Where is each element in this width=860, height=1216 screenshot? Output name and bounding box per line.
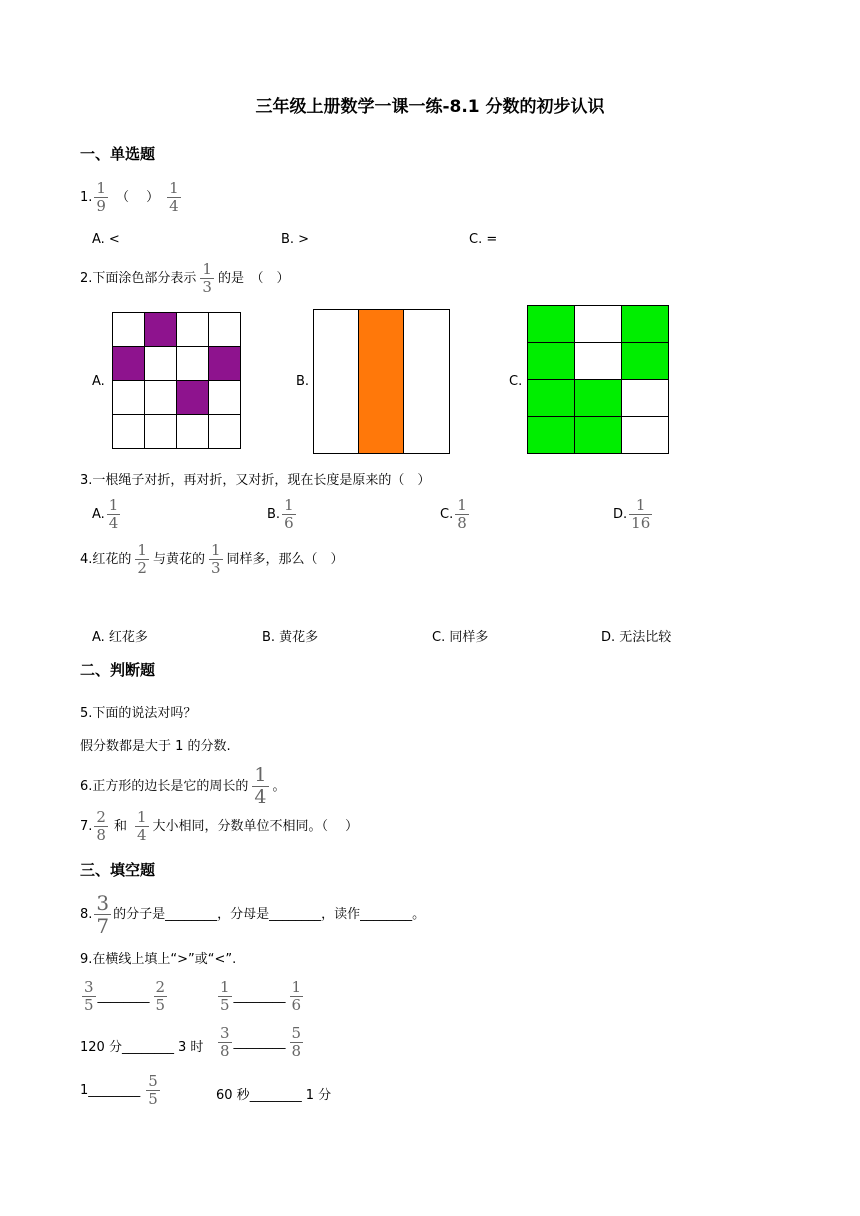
fraction: $\frac{1}{8}$ — [457, 496, 467, 532]
bar-cell-shaded — [359, 310, 404, 454]
question-6: 6.正方形的边长是它的周长的 $\frac{1}{4}$ 。 — [80, 764, 286, 808]
grid-cell — [145, 381, 177, 415]
grid-cell-shaded — [528, 343, 575, 380]
question-2 — [80, 262, 289, 295]
grid-cell-shaded — [528, 306, 575, 343]
q4-option-c[interactable]: C. 同样多 — [432, 630, 489, 645]
grid-cell — [209, 381, 241, 415]
section-heading-single-choice: 一、单选题 — [80, 145, 156, 163]
q1-option-a[interactable]: A. < — [92, 232, 120, 247]
grid-cell-shaded — [209, 347, 241, 381]
grid-cell — [113, 381, 145, 415]
fraction: $\frac{5}{5}$ — [148, 1072, 158, 1108]
q4-option-b[interactable]: B. 黄花多 — [262, 630, 319, 645]
grid-cell-shaded — [145, 313, 177, 347]
fraction: $\frac{3}{5}$ — [84, 978, 94, 1014]
q3-option-c[interactable]: C. $\frac{1}{8}$ — [440, 496, 467, 532]
grid-cell — [177, 313, 209, 347]
section-heading-true-false: 二、判断题 — [80, 661, 156, 679]
blank[interactable]: ________ — [121, 1040, 174, 1055]
q2-option-b-label[interactable]: B. — [296, 374, 310, 389]
fraction: $\frac{3}{8}$ — [220, 1024, 230, 1060]
fraction: $\frac{2}{5}$ — [155, 978, 166, 1014]
question-text: 2.下面涂色部分表示 — [80, 271, 197, 286]
question-3: 3.一根绳子对折，再对折，又对折，现在长度是原来的（ ） — [80, 473, 431, 488]
q2-option-a-grid[interactable] — [112, 312, 241, 449]
blank[interactable]: ________ — [233, 989, 286, 1004]
grid-cell — [177, 415, 209, 449]
grid-cell-shaded — [113, 347, 145, 381]
fraction: $\frac{1}{16}$ — [631, 496, 651, 532]
grid-cell — [145, 347, 177, 381]
question-number: 1. — [80, 190, 93, 205]
grid-cell — [209, 313, 241, 347]
grid-cell — [177, 347, 209, 381]
q9-item-2[interactable] — [216, 980, 305, 1013]
question-5-line-1: 5.下面的说法对吗？ — [80, 706, 197, 721]
q3-option-d[interactable]: D. $\frac{1}{16}$ — [613, 496, 651, 532]
question-8: 8. $\frac{3}{7}$ 的分子是________，分母是________，读作________。 — [80, 891, 426, 938]
question-9: 9.在横线上填上“>”或“<”. — [80, 952, 237, 967]
question-5-line-2: 假分数都是大于 1 的分数. — [80, 739, 231, 754]
q9-item-5[interactable]: 1________ $\frac{5}{5}$ — [80, 1072, 158, 1108]
fraction: $\frac{1}{4}$ — [108, 496, 119, 532]
grid-cell-shaded — [528, 417, 575, 454]
blank[interactable]: ________ — [249, 1088, 302, 1103]
q2-option-a-label[interactable]: A. — [92, 374, 105, 389]
q9-item-1[interactable] — [80, 980, 169, 1013]
grid-cell — [113, 313, 145, 347]
fraction: $\frac{1}{2}$ — [137, 541, 147, 577]
blank[interactable]: ________ — [97, 989, 150, 1004]
q9-item-6[interactable]: 60 秒________ 1 分 — [216, 1088, 332, 1103]
bar-cell — [314, 310, 359, 454]
grid-cell-shaded — [528, 380, 575, 417]
fraction: $\frac{1}{5}$ — [220, 978, 230, 1014]
grid-cell-shaded — [622, 343, 669, 380]
q9-item-4[interactable] — [216, 1026, 305, 1059]
grid-cell — [622, 380, 669, 417]
q3-option-a[interactable]: A. $\frac{1}{4}$ — [92, 496, 119, 532]
grid-cell-shaded — [575, 380, 622, 417]
fraction: $\frac{1}{3}$ — [202, 260, 212, 296]
fraction: $\frac{1}{4}$ — [136, 808, 147, 844]
fraction: $\frac{1}{3}$ — [210, 541, 221, 577]
blank[interactable]: ________ — [88, 1083, 141, 1098]
fraction: $\frac{1}{4}$ — [254, 764, 267, 808]
answer-paren: （ ） — [115, 190, 160, 205]
question-1 — [80, 181, 183, 214]
q9-item-3[interactable]: 120 分________ 3 时 — [80, 1040, 204, 1055]
q2-option-c-grid[interactable] — [527, 305, 669, 454]
grid-cell — [575, 306, 622, 343]
grid-cell-shaded — [177, 381, 209, 415]
q2-option-b-bars[interactable] — [313, 309, 450, 454]
page-title: 三年级上册数学一课一练-8.1 分数的初步认识 — [255, 97, 605, 117]
question-text: 的是 （ ） — [217, 271, 290, 286]
fraction: $\frac{1}{4}$ — [169, 179, 179, 215]
fraction: $\frac{1}{6}$ — [284, 496, 294, 532]
grid-cell — [575, 343, 622, 380]
fraction: $\frac{3}{7}$ — [96, 891, 110, 938]
q1-option-b[interactable]: B. > — [281, 232, 310, 247]
q2-option-c-label[interactable]: C. — [509, 374, 523, 389]
fraction: $\frac{2}{8}$ — [96, 808, 106, 844]
fraction: $\frac{1}{6}$ — [291, 978, 302, 1014]
bar-cell — [404, 310, 450, 454]
question-8-blanks[interactable]: 的分子是________，分母是________，读作________。 — [113, 907, 426, 922]
grid-cell-shaded — [575, 417, 622, 454]
fraction: $\frac{1}{9}$ — [96, 179, 106, 215]
q3-option-b[interactable]: B. $\frac{1}{6}$ — [267, 496, 294, 532]
grid-cell — [113, 415, 145, 449]
q4-option-d[interactable]: D. 无法比较 — [601, 630, 672, 645]
blank[interactable]: ________ — [233, 1035, 286, 1050]
q1-option-c[interactable]: C. = — [469, 232, 498, 247]
q4-option-a[interactable]: A. 红花多 — [92, 630, 148, 645]
grid-cell — [145, 415, 177, 449]
section-heading-fill-blank: 三、填空题 — [80, 861, 156, 879]
grid-cell — [209, 415, 241, 449]
question-7: 7. $\frac{2}{8}$ 和 $\frac{1}{4}$ 大小相同，分数单位不相同。（ ） — [80, 808, 359, 844]
question-4: 4.红花的 $\frac{1}{2}$ 与黄花的 $\frac{1}{3}$ 同样多，那么（ ） — [80, 541, 344, 577]
grid-cell-shaded — [622, 306, 669, 343]
grid-cell — [622, 417, 669, 454]
fraction: $\frac{5}{8}$ — [291, 1024, 302, 1060]
